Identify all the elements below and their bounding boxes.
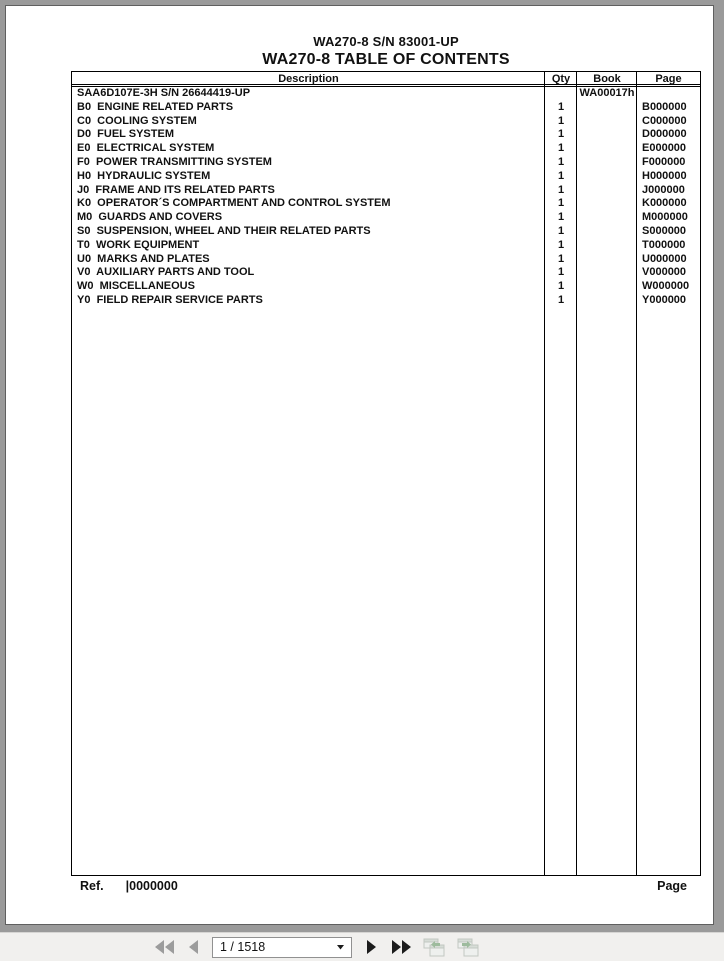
chevron-down-icon[interactable] <box>337 945 344 950</box>
row-description: B0 ENGINE RELATED PARTS <box>77 100 234 113</box>
reference-group <box>71 879 178 893</box>
row-description: T0 WORK EQUIPMENT <box>77 238 200 251</box>
table-row <box>72 184 700 198</box>
row-page: T000000 <box>642 238 686 251</box>
table-row <box>72 225 700 239</box>
column-header-description: Description <box>278 73 339 85</box>
table-row <box>72 115 700 129</box>
table-row <box>72 128 700 142</box>
table-header-row <box>72 72 700 87</box>
row-qty: 1 <box>557 183 565 196</box>
row-qty: 1 <box>557 155 565 168</box>
row-page: B000000 <box>642 100 687 113</box>
document-subtitle: WA270-8 S/N 83001-UP <box>313 34 459 49</box>
ref-label: Ref. <box>80 879 104 893</box>
row-description: W0 MISCELLANEOUS <box>77 280 195 293</box>
table-row <box>72 239 700 253</box>
row-book <box>577 280 637 294</box>
row-description: J0 FRAME AND ITS RELATED PARTS <box>77 183 275 196</box>
previous-page-icon <box>187 939 199 955</box>
row-book <box>577 170 637 184</box>
next-page-icon <box>366 939 378 955</box>
next-view-button[interactable] <box>454 935 481 959</box>
table-row <box>72 156 700 170</box>
row-page: D000000 <box>642 128 687 141</box>
page-footer <box>71 879 701 893</box>
row-description: M0 GUARDS AND COVERS <box>77 211 223 224</box>
table-body <box>72 87 700 308</box>
row-book <box>577 184 637 198</box>
row-page: U000000 <box>642 252 687 265</box>
first-page-icon <box>154 939 178 955</box>
row-page <box>637 87 700 101</box>
next-view-icon <box>455 936 481 958</box>
row-book <box>577 253 637 267</box>
row-description: Y0 FIELD REPAIR SERVICE PARTS <box>77 293 263 306</box>
row-description: F0 POWER TRANSMITTING SYSTEM <box>77 155 272 168</box>
table-of-contents <box>71 71 701 876</box>
row-book <box>577 225 637 239</box>
table-row <box>72 197 700 211</box>
page-indicator: 1 / 1518 <box>220 940 266 954</box>
table-row <box>72 87 700 101</box>
first-page-button[interactable] <box>153 935 179 959</box>
table-row <box>72 142 700 156</box>
table-row <box>72 211 700 225</box>
row-book <box>577 211 637 225</box>
row-page: Y000000 <box>642 293 687 306</box>
column-header-book: Book <box>593 73 621 85</box>
row-book <box>577 115 637 129</box>
row-qty: 1 <box>557 293 565 306</box>
navigation-toolbar <box>0 932 724 961</box>
row-qty: 1 <box>557 224 565 237</box>
row-book <box>577 197 637 211</box>
row-qty: 1 <box>557 280 565 293</box>
row-description: K0 OPERATOR´S COMPARTMENT AND CONTROL SYSTEM <box>77 197 391 210</box>
last-page-button[interactable] <box>389 935 413 959</box>
document-titles <box>71 34 701 69</box>
table-row <box>72 266 700 280</box>
table-row <box>72 294 700 308</box>
row-book <box>577 101 637 115</box>
row-qty: 1 <box>557 128 565 141</box>
row-qty: 1 <box>557 197 565 210</box>
table-row <box>72 280 700 294</box>
row-qty: 1 <box>557 142 565 155</box>
row-description: D0 FUEL SYSTEM <box>77 128 174 141</box>
row-description: U0 MARKS AND PLATES <box>77 252 210 265</box>
document-page <box>5 5 714 925</box>
previous-page-button[interactable] <box>185 935 201 959</box>
row-qty: 1 <box>557 266 565 279</box>
row-book <box>577 294 637 308</box>
row-page: S000000 <box>642 224 687 237</box>
row-page: H000000 <box>642 169 687 182</box>
page-number-combobox[interactable] <box>212 937 352 958</box>
row-qty: 1 <box>557 114 565 127</box>
row-page: W000000 <box>642 280 690 293</box>
row-qty: 1 <box>557 169 565 182</box>
row-page: M000000 <box>642 211 688 224</box>
row-description: S0 SUSPENSION, WHEEL AND THEIR RELATED PARTS <box>77 224 371 237</box>
last-page-icon <box>390 939 412 955</box>
row-book: WA00017h <box>579 87 635 99</box>
row-page: F000000 <box>642 155 686 168</box>
row-page: J000000 <box>642 183 685 196</box>
page-title: WA270-8 TABLE OF CONTENTS <box>262 51 510 68</box>
row-book <box>577 142 637 156</box>
row-page: C000000 <box>642 114 687 127</box>
row-qty: 1 <box>557 100 565 113</box>
row-page: K000000 <box>642 197 687 210</box>
row-page: E000000 <box>642 142 687 155</box>
row-qty: 1 <box>557 211 565 224</box>
row-book <box>577 239 637 253</box>
row-qty: 1 <box>557 252 565 265</box>
row-description: H0 HYDRAULIC SYSTEM <box>77 169 211 182</box>
previous-view-icon <box>421 936 447 958</box>
table-row <box>72 101 700 115</box>
column-header-qty: Qty <box>551 73 571 85</box>
next-page-button[interactable] <box>364 935 380 959</box>
row-description: E0 ELECTRICAL SYSTEM <box>77 142 215 155</box>
column-header-page: Page <box>655 73 682 85</box>
row-qty: 1 <box>557 238 565 251</box>
row-book <box>577 266 637 280</box>
row-description: C0 COOLING SYSTEM <box>77 114 197 127</box>
row-book <box>577 128 637 142</box>
row-qty <box>545 87 577 101</box>
row-description: V0 AUXILIARY PARTS AND TOOL <box>77 266 255 279</box>
previous-view-button[interactable] <box>420 935 447 959</box>
footer-page-label: Page <box>657 879 687 893</box>
ref-value: |0000000 <box>125 879 178 893</box>
row-description: SAA6D107E-3H S/N 26644419-UP <box>77 87 251 99</box>
table-row <box>72 170 700 184</box>
row-page: V000000 <box>642 266 687 279</box>
row-book <box>577 156 637 170</box>
table-row <box>72 253 700 267</box>
